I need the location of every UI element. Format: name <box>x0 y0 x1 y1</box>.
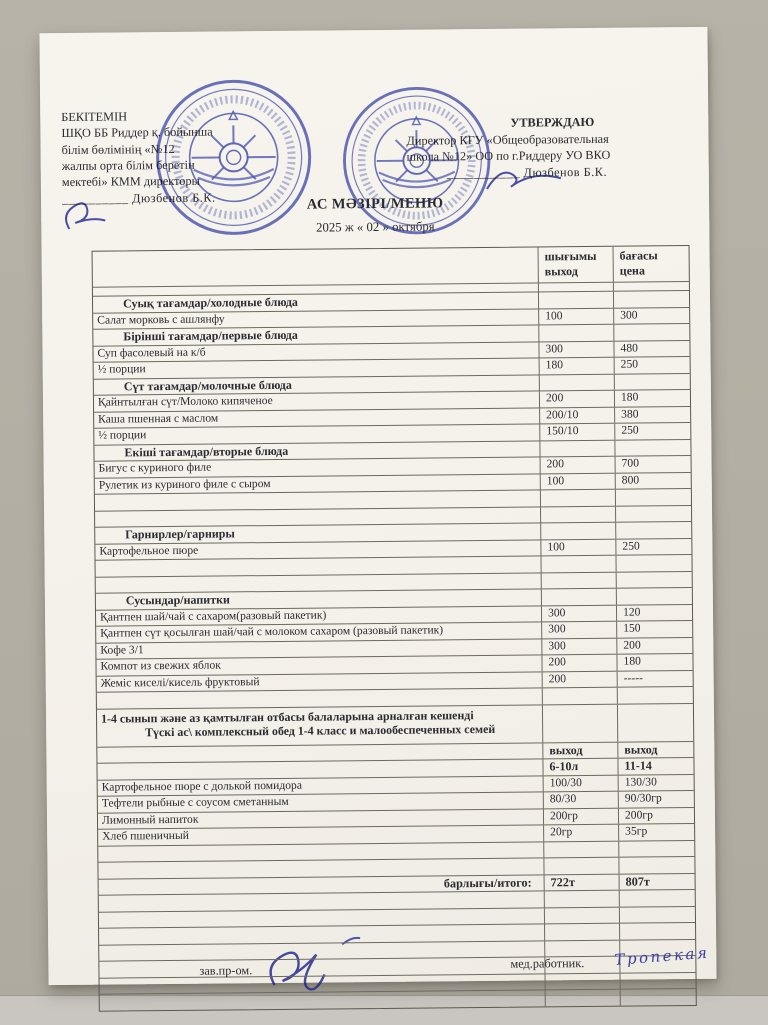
page-title: АС МӘЗІРІ/МЕНЮ <box>306 195 444 213</box>
price-cell <box>614 439 690 455</box>
dish-cell <box>100 990 545 1010</box>
price-cell: 380 <box>614 406 690 422</box>
approval-right-title: УТВЕРЖДАЮ <box>510 114 595 130</box>
dish-cell: Бигус с куриного филе <box>98 460 212 475</box>
vykhod-cell <box>540 556 615 572</box>
vykhod-cell: 100 <box>540 473 615 489</box>
price-cell <box>615 555 691 571</box>
vykhod-cell: 200 <box>540 457 615 473</box>
dish-cell: Салат морковь с ашлянфу <box>97 311 225 327</box>
price-cell <box>619 890 695 906</box>
official-round-stamp-icon <box>340 84 493 237</box>
vykhod-cell <box>543 858 618 874</box>
dish-cell: Екіші тағамдар/вторые блюда <box>124 443 289 459</box>
approval-left-signature-line: __________ Дюзбенов Б.К. <box>61 190 216 206</box>
vykhod-cell <box>543 841 618 857</box>
vykhod-cell: выход <box>542 742 617 758</box>
price-cell: выход <box>617 741 693 757</box>
dish-cell: Жеміс киселі/кисель фруктовый <box>100 674 260 690</box>
complex-lunch-title-kz: 1-4 сынып және аз қамтылған отбасы балаларына арналған кешенді <box>100 707 474 726</box>
dish-cell: Каша пшенная с маслом <box>98 411 219 426</box>
document-date: 2025 ж « 02 » октября <box>315 219 435 235</box>
approval-left-line: ШҚО ББ Риддер қ. бойынша <box>61 124 213 141</box>
price-cell <box>618 840 694 856</box>
vykhod-cell: 100/30 <box>543 775 618 791</box>
price-cell: 807т <box>619 873 695 889</box>
approval-right-line: Директор КГУ «Общеобразовательная <box>406 131 609 148</box>
vykhod-cell <box>540 523 615 539</box>
vykhod-cell <box>540 490 615 506</box>
vykhod-cell <box>541 589 616 605</box>
dish-cell: ½ порции <box>98 428 147 442</box>
dish-cell: Сүт тағамдар/молочные блюда <box>123 377 292 393</box>
vykhod-cell: 200/10 <box>539 407 614 423</box>
menu-document-page <box>39 27 716 985</box>
price-cell <box>615 489 691 505</box>
price-cell: 300 <box>613 308 689 324</box>
price-cell <box>617 687 693 703</box>
table-header-row <box>93 246 689 288</box>
vykhod-cell: 300 <box>541 605 616 621</box>
vykhod-cell: 722т <box>544 874 619 890</box>
price-cell: 700 <box>615 456 691 472</box>
vykhod-cell: 300 <box>538 341 613 357</box>
vykhod-cell: 200гр <box>543 808 618 824</box>
approval-right-signature-line: ___________ Дюзбенов Б.К. <box>446 164 608 181</box>
price-cell: 200гр <box>618 807 694 823</box>
dish-cell: Бірінші тағамдар/первые блюда <box>123 327 298 344</box>
price-cell <box>616 571 692 587</box>
dish-header-cell <box>93 247 538 286</box>
price-cell <box>617 703 693 741</box>
dish-cell: ½ порции <box>97 362 146 376</box>
approval-left-line: білім бөлімінің «№12 <box>61 141 175 157</box>
vykhod-cell <box>542 704 617 742</box>
vykhod-cell: 100 <box>538 308 613 324</box>
dish-cell: Қантпен сүт қосылған шай/чай с молоком сахаром (разовый пакетик) <box>100 623 444 640</box>
price-cell: 120 <box>616 604 692 620</box>
approval-left-line: мектебі» КММ директоры <box>61 174 200 190</box>
menu-table-body <box>93 282 696 1010</box>
price-cell <box>620 989 696 1005</box>
vykhod-cell: 200 <box>542 671 617 687</box>
dish-cell: Хлеб пшеничный <box>102 828 190 843</box>
vykhod-cell: 20гр <box>543 825 618 841</box>
vykhod-cell <box>542 688 617 704</box>
price-cell <box>613 324 689 340</box>
price-cell <box>618 857 694 873</box>
dish-cell: Тефтели рыбные с соусом сметанным <box>101 794 289 810</box>
price-cell <box>619 923 695 939</box>
vykhod-cell: 180 <box>539 358 614 374</box>
vykhod-cell <box>540 506 615 522</box>
price-cell: 180 <box>616 654 692 670</box>
price-cell <box>616 588 692 604</box>
price-header-cell <box>613 246 689 282</box>
dish-cell: Кофе 3/1 <box>100 642 144 657</box>
vykhod-cell <box>544 940 619 956</box>
dish-cell: Картофельное пюре <box>99 543 199 558</box>
price-cell: 150 <box>616 621 692 637</box>
price-cell: 200 <box>616 637 692 653</box>
price-header-ru: цена <box>619 263 645 278</box>
price-cell: 180 <box>614 390 690 406</box>
medical-worker-handwritten-signature: Тропекая <box>613 943 710 970</box>
dish-cell: Лимонный напиток <box>101 812 199 827</box>
price-header-kz: бағасы <box>619 248 658 263</box>
vykhod-cell: 300 <box>541 622 616 638</box>
vykhod-cell: 200 <box>539 391 614 407</box>
vykhod-cell <box>544 973 619 989</box>
vykhod-cell <box>538 292 613 308</box>
vykhod-cell <box>541 572 616 588</box>
table-row <box>97 703 693 747</box>
vykhod-header-cell <box>538 247 613 283</box>
approval-right-line: школа №12» ОО по г.Риддеру УО ВКО <box>406 147 611 164</box>
dish-cell: Гарнирлер/гарниры <box>125 526 235 542</box>
dish-cell: Компот из свежих яблок <box>100 658 221 673</box>
dish-cell: Суп фасолевый на к/б <box>97 345 206 360</box>
dish-cell: Қантпен шай/чай с сахаром(разовый пакетик) <box>99 608 327 624</box>
price-cell <box>615 522 691 538</box>
dish-cell: Қайнтылған сүт/Молоко кипяченое <box>97 394 273 409</box>
vykhod-cell: 100 <box>540 539 615 555</box>
vykhod-cell: 6-10л <box>542 759 617 775</box>
approval-left-line: жалпы орта білім беретін <box>61 157 195 174</box>
price-cell: ----- <box>617 670 693 686</box>
vykhod-cell: 150/10 <box>539 424 614 440</box>
signature-right-header <box>481 158 571 199</box>
vykhod-cell <box>545 990 620 1006</box>
price-cell: 250 <box>615 538 691 554</box>
supply-manager-label: зав.пр-ом. <box>199 963 253 978</box>
vykhod-cell <box>539 374 614 390</box>
menu-table <box>92 245 697 1011</box>
price-cell <box>619 906 695 922</box>
dish-cell: барлығы/итого: <box>443 875 532 890</box>
price-cell <box>619 972 695 988</box>
dish-cell: Картофельное пюре с долькой помидора <box>101 778 303 794</box>
price-cell: 250 <box>614 423 690 439</box>
vykhod-cell <box>539 440 614 456</box>
vykhod-header-ru: выход <box>544 264 578 279</box>
vykhod-cell <box>544 924 619 940</box>
price-cell <box>614 374 690 390</box>
dish-cell: Суық тағамдар/холодные блюда <box>122 294 298 311</box>
price-cell: 90/30гр <box>618 791 694 807</box>
dish-cell: Сусындар/напитки <box>125 592 230 608</box>
price-cell <box>613 282 689 291</box>
vykhod-cell: 300 <box>541 638 616 654</box>
price-cell <box>613 291 689 307</box>
price-cell: 35гр <box>618 824 694 840</box>
price-cell: 130/30 <box>618 774 694 790</box>
approval-left-line: БЕКІТЕМІН <box>61 109 128 125</box>
vykhod-cell: 200 <box>541 655 616 671</box>
vykhod-header-kz: шығымы <box>544 248 597 264</box>
vykhod-cell <box>538 325 613 341</box>
price-cell: 480 <box>613 341 689 357</box>
complex-lunch-title-ru: Түскі ас\ комплексный обед 1-4 класс и малообеспеченных семей <box>145 722 496 740</box>
price-cell: 800 <box>615 472 691 488</box>
dish-cell <box>97 705 542 746</box>
medical-worker-label: мед.работник. <box>510 956 585 971</box>
price-cell: 11-14 <box>617 758 693 774</box>
vykhod-cell <box>538 283 613 292</box>
vykhod-cell: 80/30 <box>543 792 618 808</box>
vykhod-cell <box>544 891 619 907</box>
dish-cell: Рулетик из куриного филе с сыром <box>98 476 271 492</box>
vykhod-cell <box>544 907 619 923</box>
price-cell <box>615 505 691 521</box>
price-cell: 250 <box>614 357 690 373</box>
